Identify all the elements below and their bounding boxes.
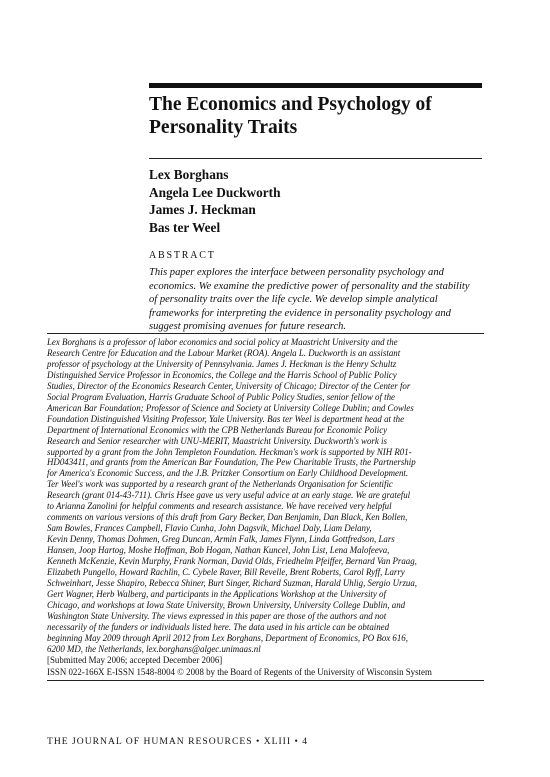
author-2: Angela Lee Duckworth xyxy=(149,184,281,200)
footnote-line: professor of psychology at the University of Pennsylvania. James J. Heckman is the Henry Schultz xyxy=(47,358,397,369)
footnote-line: beginning May 2009 through April 2012 from Lex Borghans, Department of Economics, PO Box 616, xyxy=(47,632,408,643)
journal-running-footer: THE JOURNAL OF HUMAN RESOURCES • XLIII • 4 xyxy=(47,736,309,747)
footnote-line: HD043411, and grants from the American Bar Foundation, The Pew Charitable Trusts, the Partnership xyxy=(47,457,416,468)
abstract-heading: ABSTRACT xyxy=(149,250,216,261)
footnote-line: 6200 MD, the Netherlands, lex.borghans@algec.unimaas.nl xyxy=(47,643,261,654)
footnote-line: Lex Borghans is a professor of labor economics and social policy at Maastricht University and the xyxy=(47,337,398,347)
author-4: Bas ter Weel xyxy=(149,219,221,235)
footnote-line: Schweinhart, Jesse Shapiro, Rebecca Shiner, Burt Singer, Richard Suzman, Harald Uhlig, Sergio Urzua, xyxy=(47,577,417,588)
issn-line: ISSN 022-166X E-ISSN 1548-8004 © 2008 by the Board of Regents of the University of Wisconsin System xyxy=(47,667,432,677)
footnote-line: Social Program Evaluation, Harris Graduate School of Public Policy Studies, senior fellow of the xyxy=(47,391,395,402)
abstract-line: suggest promising avenues for future research. xyxy=(149,321,347,332)
footnote-line: Distinguished Service Professor in Economics, the College and the Harris School of Public Policy xyxy=(47,369,397,380)
submission-dates: [Submitted May 2006; accepted December 2006] xyxy=(47,655,223,665)
author-3: James J. Heckman xyxy=(149,202,256,217)
footnote-line: Department of International Economics with the CPB Netherlands Bureau for Economic Policy xyxy=(47,424,388,435)
abstract-text xyxy=(149,266,484,334)
title-line-2: Personality Traits xyxy=(149,117,298,138)
footnote-line: comments on various versions of this draft from Gary Becker, Dan Benjamin, Dan Black, Ken Bollen, xyxy=(47,512,408,523)
footnote-line: Sam Bowles, Frances Campbell, Flavio Cunha, John Dagsvik, Michael Daly, Liam Delany, xyxy=(47,523,372,534)
footnote-line: Studies, Director of the Economics Research Center, University of Chicago; Director of the Center for xyxy=(47,380,411,391)
author-footnote xyxy=(47,337,484,655)
footnote-line: Ter Weel's work was supported by a research grant of the Netherlands Organisation for Scientific xyxy=(47,479,393,490)
footnote-line: Chicago, and workshops at Iowa State University, Brown University, University College Dublin, and xyxy=(47,599,406,610)
footnote-rule xyxy=(47,333,484,334)
footnote-line: Foundation Distinguished Visiting Professor, Yale University. Bas ter Weel is department head at the xyxy=(47,413,405,424)
footnote-line: supported by a grant from the John Templeton Foundation. Heckman's work is supported by NIH R01- xyxy=(47,446,412,457)
footnote-line: Kenneth McKenzie, Kevin Murphy, Frank Norman, David Olds, Friedhelm Pfeiffer, Bernard Van Praag, xyxy=(47,556,417,567)
title-rule xyxy=(149,158,482,159)
footnote-line: Research Centre for Education and the Labour Market (ROA). Angela L. Duckworth is an assistant xyxy=(47,347,401,358)
footnote-line: necessarily of the funders or individuals listed here. The data used in his article can be obtained xyxy=(47,621,390,632)
footnote-line: Kevin Denny, Thomas Dohmen, Greg Duncan, Armin Falk, James Flynn, Linda Gottfredson, Lars xyxy=(47,534,395,545)
footnote-line: Research and Senior researcher with UNU-MERIT, Maastricht University. Duckworth's work is xyxy=(47,435,387,446)
footnote-line: Gert Wagner, Herb Walberg, and participants in the Applications Workshop at the University of xyxy=(47,588,386,599)
bottom-rule xyxy=(47,680,484,681)
abstract-line: economics. We examine the predictive power of personality and the stability xyxy=(149,280,470,292)
footnote-line: Hansen, Joop Hartog, Moshe Hoffman, Bob Hogan, Nathan Kuncel, John List, Lena Malofeeva, xyxy=(47,545,390,556)
footnote-line: to Arianna Zanolini for helpful comments and research assistance. We have received very helpful xyxy=(47,501,392,512)
footnote-line: American Bar Foundation; Professor of Science and Society at University College Dublin; and Cowles xyxy=(47,402,414,413)
title-line-1: The Economics and Psychology of xyxy=(149,94,432,115)
abstract-line: of personality traits over the life cycle. We develop simple analytical xyxy=(149,294,438,305)
footnote-line: Washington State University. The views expressed in this paper are those of the authors and not xyxy=(47,610,387,621)
footnote-line: Elizabeth Pungello, Howard Rachlin, C. Cybele Raver, Bill Revelle, Brent Roberts, Carol Ryff, Larry xyxy=(47,567,405,578)
author-list xyxy=(149,166,482,236)
footnote-line: Research (grant 014-43-711). Chris Hsee gave us very useful advice at an early stage. We are grateful xyxy=(47,490,411,501)
abstract-line: This paper explores the interface between personality psychology and xyxy=(149,267,444,278)
author-1: Lex Borghans xyxy=(149,167,229,182)
footnote-line: for America's Economic Success, and the J.B. Pritzker Consortium on Early Childhood Development. xyxy=(47,468,409,479)
top-rule xyxy=(149,83,482,88)
abstract-line: frameworks for interpreting the evidence in personality psychology and xyxy=(149,307,451,319)
page-title xyxy=(149,93,484,139)
